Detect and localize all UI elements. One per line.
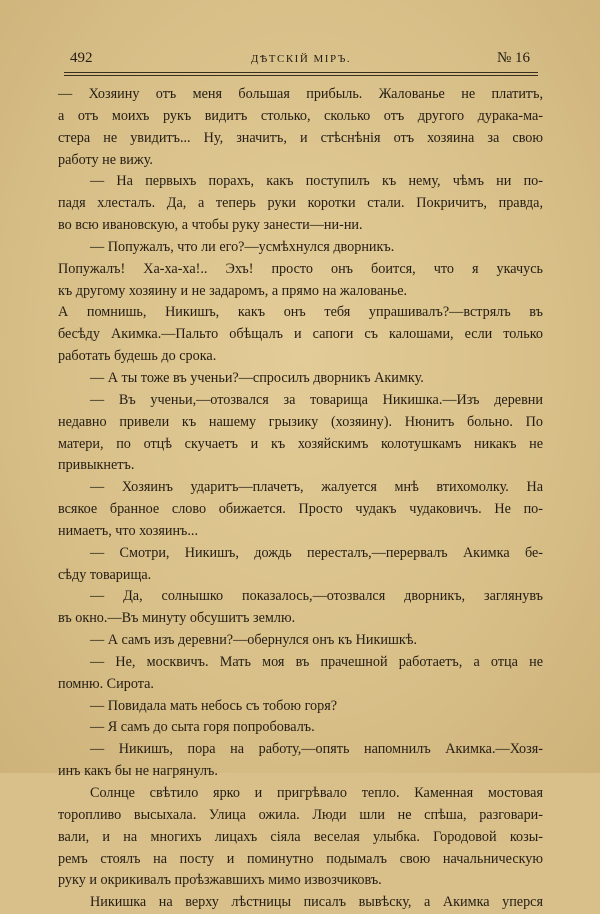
- text-line: Солнце свѣтило ярко и пригрѣвало тепло. Каменная мостовая: [90, 785, 543, 801]
- text-line: — А самъ изъ деревни?—обернулся онъ къ Никишкѣ.: [90, 632, 418, 649]
- text-line: — Никишъ, пора на работу,—опять напомнилъ Акимка.—Хозя-: [90, 741, 543, 758]
- text-line: нимаетъ, что хозяинъ...: [58, 522, 199, 539]
- text-line: — Попужалъ, что ли его?—усмѣхнулся дворникъ.: [90, 238, 395, 255]
- text-line: работу не вижу.: [58, 151, 153, 168]
- text-line: ремъ стоялъ на посту и поминутно подымалъ свою начальническую: [58, 850, 543, 867]
- text-line: недавно привели къ нашему грызику (хозяину). Нюнитъ больно. По: [58, 413, 543, 430]
- text-line: а отъ моихъ рукъ видитъ столько, сколько отъ другого дурака-ма-: [58, 107, 543, 124]
- text-line: — А ты тоже въ ученьи?—спросилъ дворникъ Акимку.: [90, 369, 424, 386]
- text-line: — Хозяинъ ударитъ—плачетъ, жалуется мнѣ втихомолку. На: [90, 479, 543, 496]
- body-text: [58, 84, 543, 914]
- text-line: инъ какъ бы не нагрянулъ.: [58, 763, 218, 780]
- text-line: — Хозяину отъ меня большая прибыль. Жалованье не платитъ,: [58, 86, 543, 102]
- text-line: — Не, москвичъ. Мать моя въ прачешной работаетъ, а отца не: [90, 653, 543, 670]
- text-line: А помнишь, Никишъ, какъ онъ тебя упрашивалъ?—встрялъ въ: [58, 304, 543, 321]
- text-line: — Смотри, Никишъ, дождь пересталъ,—перервалъ Акимка бе-: [90, 544, 543, 561]
- text-line: Никишка на верху лѣстницы писалъ вывѣску, а Акимка уперся: [90, 894, 543, 911]
- text-line: помню. Сирота.: [58, 675, 154, 692]
- text-line: — На первыхъ порахъ, какъ поступилъ къ нему, чѣмъ ни по-: [90, 173, 543, 190]
- text-line: — Въ ученьи,—отозвался за товарища Никишка.—Изъ деревни: [90, 391, 543, 408]
- text-line: во всю ивановскую, а чтобы руку занести—ни-ни.: [58, 217, 363, 234]
- text-line: привыкнетъ.: [58, 457, 135, 474]
- text-line: всякое бранное слово обижается. Просто чудакъ чудаковичъ. Не по-: [58, 501, 543, 518]
- text-line: стера не увидитъ... Ну, значитъ, и стѣснѣнія отъ хозяина за свою: [58, 129, 543, 146]
- text-line: руку и окрикивалъ проѣзжавшихъ мимо извозчиковъ.: [58, 872, 382, 889]
- text-line: — Повидала мать небось съ тобою горя?: [90, 697, 338, 714]
- text-line: — Я самъ до сыта горя попробовалъ.: [90, 719, 315, 736]
- issue-number: № 16: [496, 50, 530, 66]
- text-line: работать будешь до срока.: [58, 348, 217, 365]
- text-line: къ другому хозяину и не задаромъ, а прямо на жалованье.: [58, 282, 408, 299]
- text-line: матери, по отцѣ скучаетъ и къ хозяйскимъ колотушкамъ никакъ не: [58, 435, 543, 452]
- text-line: падя хлесталъ. Да, а теперь руки коротки стали. Покричитъ, правда,: [58, 195, 543, 212]
- text-line: торопливо высыхала. Улица ожила. Люди шли не спѣша, разговари-: [58, 806, 543, 823]
- page-header: [64, 50, 538, 72]
- text-line: сѣду товарища.: [58, 566, 152, 583]
- text-line: въ окно.—Въ минуту обсушитъ землю.: [58, 610, 296, 627]
- page-number: 492: [70, 50, 93, 66]
- text-line: — Да, солнышко показалось,—отозвался дворникъ, заглянувъ: [90, 588, 543, 605]
- text-line: вали, и на многихъ лицахъ сіяла веселая улыбка. Городовой козы-: [58, 828, 543, 845]
- text-line: бесѣду Акимка.—Пальто обѣщалъ и сапоги съ калошами, если только: [58, 326, 543, 343]
- text-line: Попужалъ! Ха-ха-ха!.. Эхъ! просто онъ боится, что я укачусь: [58, 260, 543, 277]
- journal-title: ДѢТСКІЙ МІРЪ.: [250, 53, 352, 65]
- header-rule: [64, 72, 538, 76]
